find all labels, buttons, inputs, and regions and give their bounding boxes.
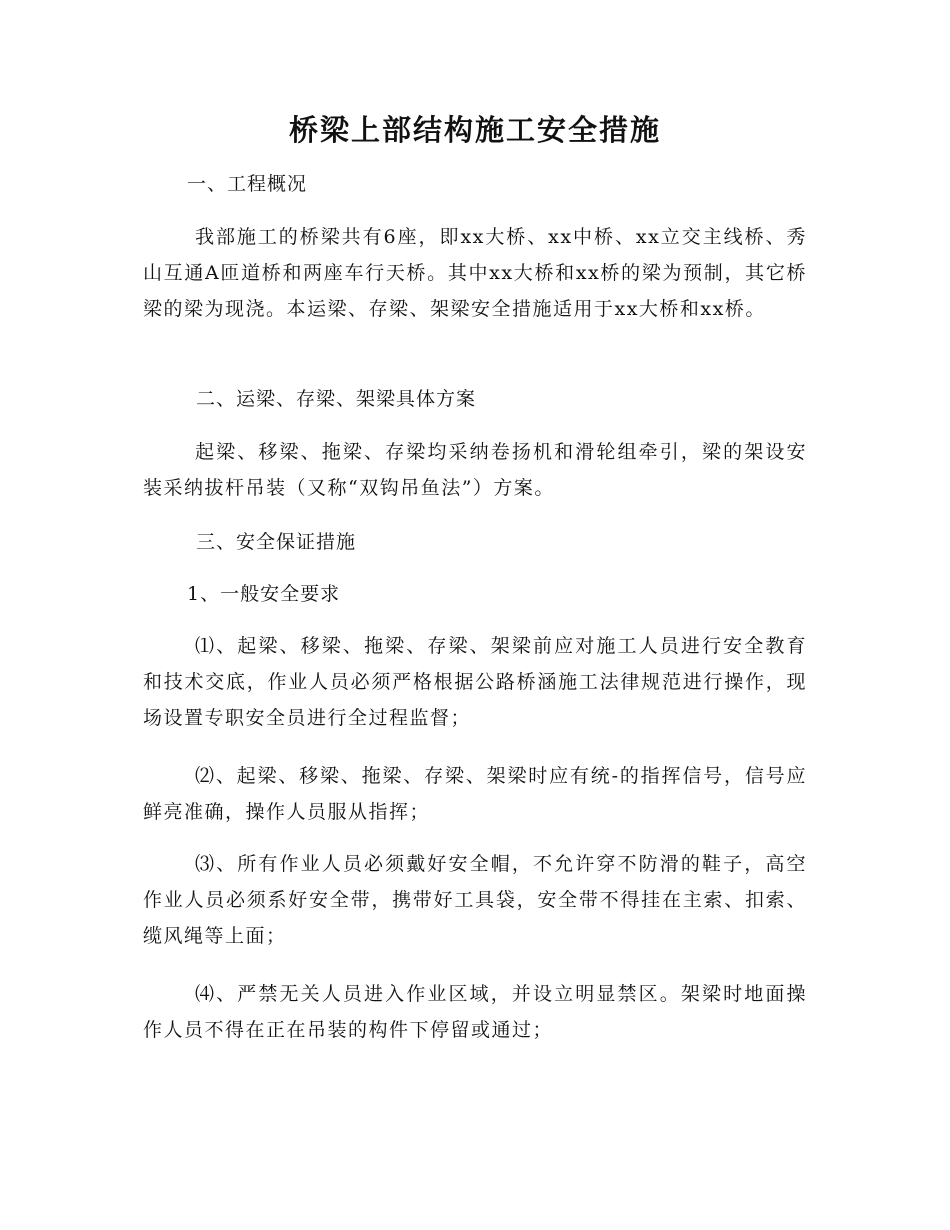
- subsection-heading-general: 1、一般安全要求: [187, 583, 341, 605]
- safety-item-2: ⑵、起梁、移梁、拖梁、存梁、架梁时应有统-的指挥信号，信号应鲜亮准确，操作人员服从指挥；: [143, 765, 807, 823]
- safety-item-3: ⑶、所有作业人员必须戴好安全帽，不允许穿不防滑的鞋子，高空作业人员必须系好安全带，携带好工具袋，安全带不得挂在主索、扣索、缆风绳等上面；: [143, 853, 807, 947]
- paragraph-overview: 我部施工的桥梁共有6座，即xx大桥、xx中桥、xx立交主线桥、秀山互通A匝道桥和两座车行天桥。其中xx大桥和xx桥的梁为预制，其它桥梁的梁为现浇。本运梁、存梁、架梁安全措施适用于xx大桥和xx桥。: [143, 226, 807, 320]
- safety-item-1: ⑴、起梁、移梁、拖梁、存梁、架梁前应对施工人员进行安全教育和技术交底，作业人员必须严格根据公路桥涵施工法律规范进行操作，现场设置专职安全员进行全过程监督；: [143, 635, 807, 729]
- section-heading-safety: 三、安全保证措施: [196, 531, 357, 553]
- safety-item-4: ⑷、严禁无关人员进入作业区域，并设立明显禁区。架梁时地面操作人员不得在正在吊装的构件下停留或通过；: [143, 983, 807, 1041]
- paragraph-plan: 起梁、移梁、拖梁、存梁均采纳卷扬机和滑轮组牵引，梁的架设安装采纳拔杆吊装（又称“双钩吊鱼法”）方案。: [143, 441, 807, 499]
- section-heading-plan: 二、运梁、存梁、架梁具体方案: [196, 388, 477, 410]
- document-title: 桥梁上部结构施工安全措施: [288, 113, 661, 147]
- section-heading-overview: 一、工程概况: [187, 173, 308, 195]
